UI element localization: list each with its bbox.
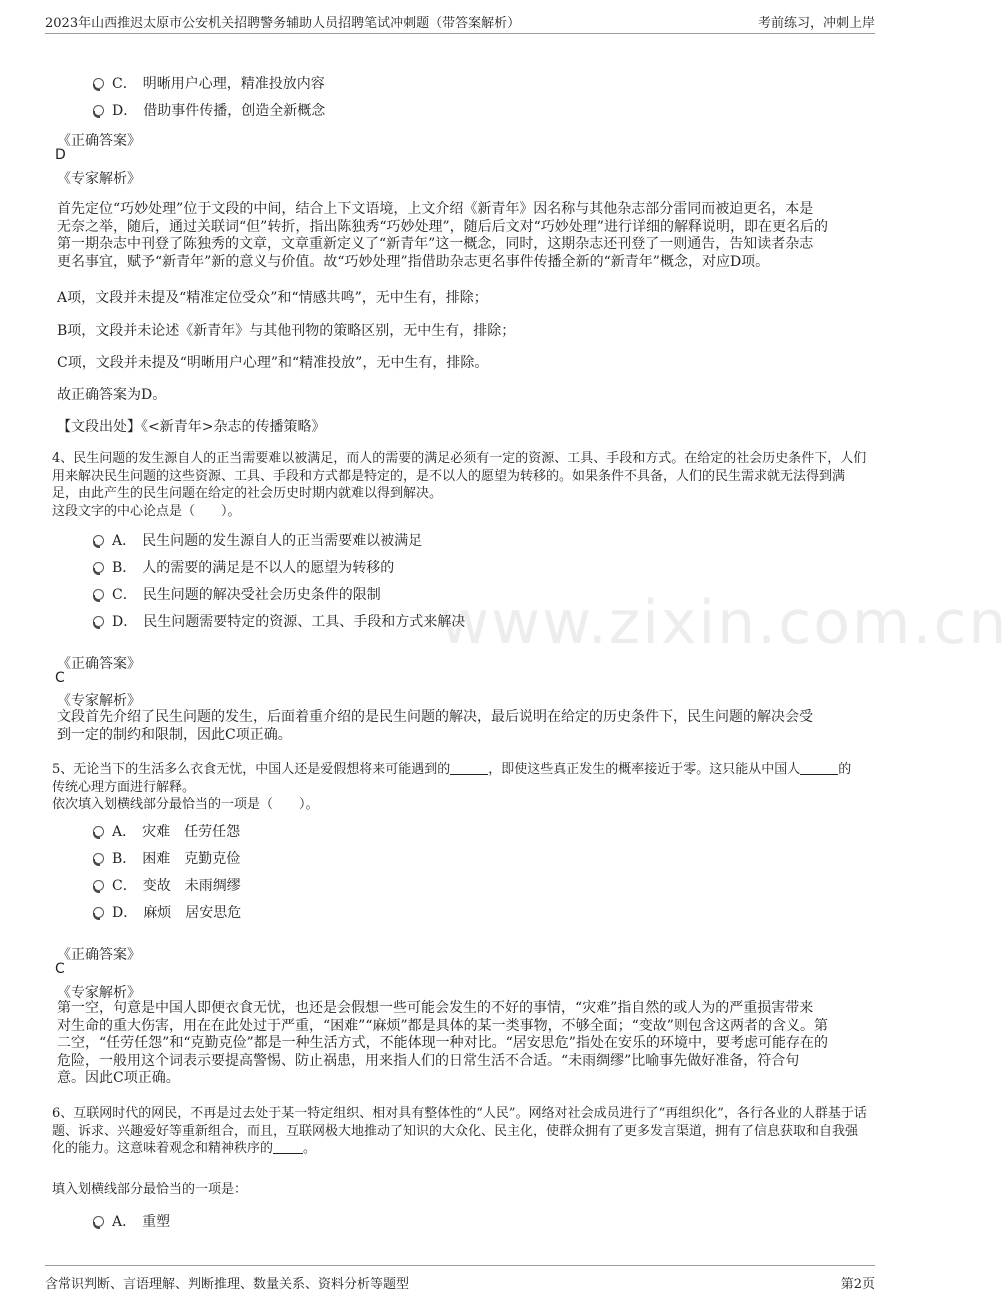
analysis-line: 无奈之举，随后，通过关联词“但”转折，指出陈独秀“巧妙处理”，随后后文对“巧妙处理”进行详细的解释说明，即在更名后的: [57, 218, 828, 235]
analysis-text: [57, 201, 857, 271]
option-b[interactable]: [93, 557, 394, 577]
watermark: www.zixin.com.cn: [440, 588, 1008, 658]
radio-icon[interactable]: [93, 880, 104, 891]
option-letter: D．: [112, 103, 138, 119]
option-b[interactable]: [93, 848, 240, 868]
analysis-line: 危险，一般用这个词表示要提高警惕、防止祸患，用来指人们的日常生活不合适。“未雨绸缪”比喻事先做好准备，符合句: [57, 1052, 800, 1069]
stem-line: 化的能力。这意味着观念和精神秩序的 。: [52, 1141, 317, 1156]
option-text: 民生问题的解决受社会历史条件的限制: [142, 587, 381, 603]
page-footer: [45, 1265, 875, 1303]
page-header: [45, 0, 875, 34]
footer-categories: 含常识判断、言语理解、判断推理、数量关系、资料分析等题型: [45, 1277, 410, 1292]
option-d[interactable]: [93, 100, 325, 120]
stem-line: 6、互联网时代的网民，不再是过去处于某一特定组织、相对具有整体性的“人民”。网络对社会成员进行了“再组织化”，各行各业的人群基于话: [52, 1106, 867, 1121]
option-letter: A．: [112, 533, 137, 549]
radio-icon[interactable]: [93, 826, 104, 837]
option-letter: A．: [112, 824, 137, 840]
option-a[interactable]: [93, 530, 422, 550]
option-text: 借助事件传播，创造全新概念: [143, 103, 326, 119]
answer-label: 《正确答案》: [57, 133, 141, 149]
answer-value: C: [55, 670, 65, 686]
fill-blank: [800, 774, 838, 775]
stem-line: 用来解决民生问题的这些资源、工具、手段和方式都是特定的，是不以人的愿望为转移的。如果条件不具备，人们的民生需求就无法得到满: [52, 468, 846, 484]
option-d[interactable]: [93, 902, 241, 922]
answer-label: 《正确答案》: [57, 947, 141, 963]
question-5-stem: [52, 761, 872, 814]
option-letter: B．: [112, 851, 137, 867]
option-text: 明晰用户心理，精准投放内容: [142, 76, 325, 92]
question-6-stem: [52, 1105, 872, 1158]
option-d[interactable]: [93, 611, 465, 631]
option-letter: A．: [112, 1214, 137, 1230]
stem-line: 足，由此产生的民生问题在给定的社会历史时期内就难以得到解决。: [52, 486, 443, 501]
stem-line: 4、民生问题的发生源自人的正当需要难以被满足，而人的需要的满足必须有一定的资源、工具、手段和方式。在给定的社会历史条件下，人们: [52, 451, 867, 466]
analysis-line: 更名事宜，赋予“新青年”新的意义与价值。故“巧妙处理”指借助杂志更名事件传播全新的“新青年”概念，对应D项。: [57, 253, 770, 270]
option-text: 民生问题需要特定的资源、工具、手段和方式来解决: [143, 614, 466, 630]
note-b: B项，文段并未论述《新青年》与其他刊物的策略区别，无中生有，排除；: [57, 323, 516, 339]
analysis-label: 《专家解析》: [57, 171, 141, 187]
option-text: 灾难 任劳任怨: [142, 824, 241, 840]
option-letter: D．: [112, 905, 138, 921]
analysis-line: 意。因此C项正确。: [57, 1070, 180, 1086]
note-a: A项，文段并未提及“精准定位受众”和“情感共鸣”，无中生有，排除；: [57, 290, 488, 306]
radio-icon[interactable]: [93, 535, 104, 546]
radio-icon[interactable]: [93, 562, 104, 573]
analysis-line: 对生命的重大伤害，用在在此处过于严重，“困难”“麻烦”都是具体的某一类事物，不够全面；“变故”则包含这两者的含义。第: [57, 1017, 828, 1034]
fill-blank: [450, 774, 488, 775]
analysis-line: 第一空，句意是中国人即便衣食无忧，也还是会假想一些可能会发生的不好的事情，“灾难”指自然的或人为的严重损害带来: [57, 1000, 814, 1016]
radio-icon[interactable]: [93, 616, 104, 627]
option-text: 人的需要的满足是不以人的愿望为转移的: [142, 560, 395, 576]
radio-icon[interactable]: [93, 1216, 104, 1227]
option-c[interactable]: [93, 875, 241, 895]
analysis-line: 第一期杂志中刊登了陈独秀的文章，文章重新定义了“新青年”这一概念，同时，这期杂志还刊登了一则通告，告知读者杂志: [57, 236, 814, 252]
stem-line: 题、诉求、兴趣爱好等重新组合，而且，互联网极大地推动了知识的大众化、民主化，使群众拥有了更多发言渠道，拥有了信息获取和自我强: [52, 1123, 859, 1139]
option-letter: D．: [112, 614, 138, 630]
option-letter: B．: [112, 560, 137, 576]
fill-blank: [273, 1153, 303, 1154]
stem-line: 5、无论当下的生活多么衣食无忧，中国人还是爱假想将来可能遇到的 ，即使这些真正发生的概率接近于零。这只能从中国人 的: [52, 762, 852, 777]
option-a[interactable]: [93, 821, 240, 841]
question-4-stem: [52, 450, 872, 520]
answer-value: C: [55, 961, 65, 977]
radio-icon[interactable]: [93, 78, 104, 89]
answer-value: D: [55, 147, 66, 163]
option-text: 麻烦 居安思危: [143, 905, 242, 921]
analysis-line: 首先定位“巧妙处理”位于文段的中间，结合上下文语境，上文介绍《新青年》因名称与其他杂志部分雷同而被迫更名，本是: [57, 201, 814, 217]
option-c[interactable]: [93, 73, 325, 93]
header-slogan: 考前练习，冲刺上岸: [757, 16, 875, 31]
option-text: 变故 未雨绸缪: [142, 878, 241, 894]
option-c[interactable]: [93, 584, 381, 604]
radio-icon[interactable]: [93, 853, 104, 864]
radio-icon[interactable]: [93, 105, 104, 116]
analysis-line: 文段首先介绍了民生问题的发生，后面着重介绍的是民生问题的解决，最后说明在给定的历史条件下，民生问题的解决会受: [57, 709, 813, 725]
option-letter: C．: [112, 76, 137, 92]
analysis-label: 《专家解析》: [57, 985, 141, 1001]
analysis-line: 二空，“任劳任怨”和“克勤克俭”都是一种生活方式，不能体现一种对比。“居安思危”指处在安乐的环境中，要考虑可能存在的: [57, 1035, 828, 1051]
note-c: C项，文段并未提及“明晰用户心理”和“精准投放”，无中生有，排除。: [57, 355, 489, 371]
option-text: 困难 克勤克俭: [142, 851, 241, 867]
stem-line: 传统心理方面进行解释。: [52, 779, 196, 795]
page-number: 第2页: [840, 1277, 875, 1292]
source-citation: 【文段出处】《<新青年>杂志的传播策略》: [57, 419, 326, 435]
analysis-text: [57, 709, 857, 744]
analysis-label: 《专家解析》: [57, 693, 141, 709]
analysis-line: 到一定的制约和限制，因此C项正确。: [57, 726, 292, 743]
answer-conclusion: 故正确答案为D。: [57, 387, 167, 403]
document-title: 2023年山西推迟太原市公安机关招聘警务辅助人员招聘笔试冲刺题（带答案解析）: [45, 16, 521, 31]
radio-icon[interactable]: [93, 907, 104, 918]
option-text: 民生问题的发生源自人的正当需要难以被满足: [142, 533, 423, 549]
question-6-prompt: 填入划横线部分最恰当的一项是：: [52, 1182, 248, 1197]
option-text: 重塑: [142, 1214, 171, 1230]
option-letter: C．: [112, 878, 137, 894]
answer-label: 《正确答案》: [57, 656, 141, 672]
radio-icon[interactable]: [93, 589, 104, 600]
stem-line: 依次填入划横线部分最恰当的一项是（ ）。: [52, 797, 319, 812]
option-letter: C．: [112, 587, 137, 603]
stem-line: 这段文字的中心论点是（ ）。: [52, 503, 241, 519]
option-a[interactable]: [93, 1211, 170, 1231]
analysis-text: [57, 1000, 857, 1088]
